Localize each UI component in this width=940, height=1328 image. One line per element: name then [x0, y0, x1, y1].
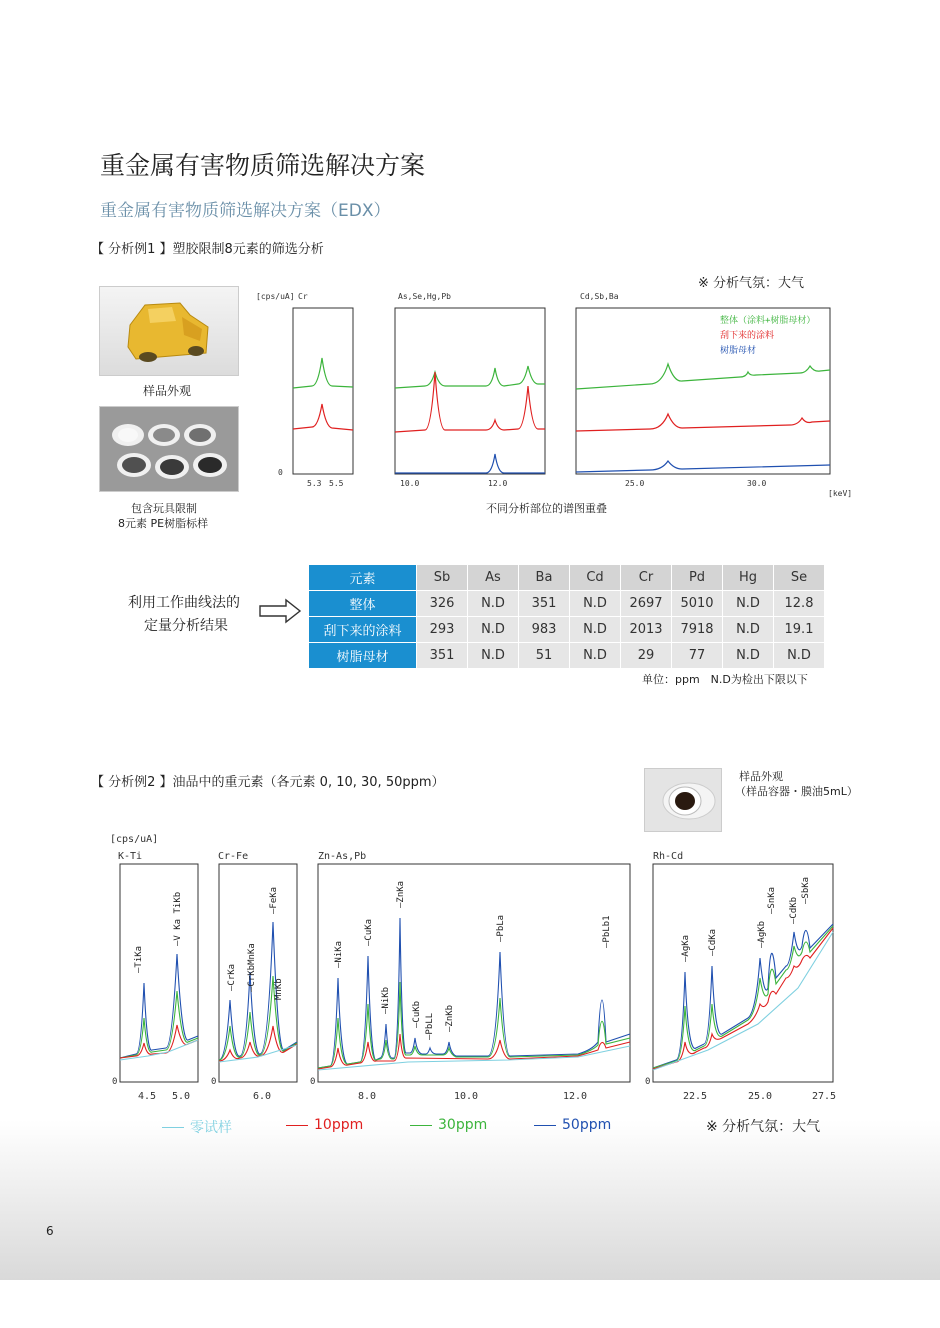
- sample-photo-toy: [99, 286, 239, 376]
- chart1-xtick: 10.0: [400, 479, 420, 488]
- oil-photo-caption-line1: 样品外观: [739, 770, 783, 783]
- chart2-ylabel: [cps/uA]: [110, 834, 159, 845]
- spectrum-chart-2: [108, 828, 848, 1108]
- table-cell: N.D: [468, 643, 518, 668]
- table-header-cell: Cd: [570, 565, 620, 590]
- table-header-cell: Cr: [621, 565, 671, 590]
- photo1-caption: 样品外观: [143, 384, 192, 398]
- chart1-y0-label: 0: [278, 468, 283, 477]
- table-cell: 351: [417, 643, 467, 668]
- oil-photo-caption-line2: （样品容器・膜油5mL）: [735, 785, 858, 798]
- table-cell: N.D: [570, 643, 620, 668]
- peak-label: —ZnKb: [445, 1004, 455, 1032]
- chart1-legend-2: 刮下来的涂料: [720, 331, 775, 341]
- chart2-xtick: 6.0: [253, 1091, 272, 1102]
- table-cell: 2013: [621, 617, 671, 642]
- peak-label: —V Ka TiKb: [173, 891, 183, 946]
- footer-gradient: [0, 1120, 940, 1280]
- peak-label: —NiKb: [381, 986, 391, 1014]
- table-header-cell: Sb: [417, 565, 467, 590]
- table-header-cell: As: [468, 565, 518, 590]
- peak-label: —CuKa: [364, 918, 374, 946]
- example1-atmosphere: ※ 分析气氛：大气: [698, 276, 805, 291]
- quant-text-line1: 利用工作曲线法的: [128, 595, 240, 611]
- chart1-panel3-frame: [576, 308, 830, 474]
- chart1-panel2-label: As,Se,Hg,Pb: [398, 292, 451, 301]
- peak-label: —CdKb: [789, 896, 799, 924]
- table-cell: 77: [672, 643, 722, 668]
- peak-label: —SbKa: [801, 876, 811, 904]
- spectrum-blue-cd: [576, 461, 830, 472]
- table-row-label: 刮下来的涂料: [309, 617, 416, 642]
- table-cell: 326: [417, 591, 467, 616]
- chart2-panel4-label: Rh-Cd: [653, 851, 684, 862]
- peak-label: —FeKa: [269, 886, 279, 914]
- table-cell: 983: [519, 617, 569, 642]
- chart2-panel2-label: Cr-Fe: [218, 851, 249, 862]
- peak-label: —SnKa: [767, 886, 777, 914]
- table-cell: 51: [519, 643, 569, 668]
- legend-swatch: [286, 1125, 308, 1126]
- chart1-panel3-label: Cd,Sb,Ba: [580, 292, 619, 301]
- table-header-row: [309, 565, 824, 590]
- chart1-panel1-frame: [293, 308, 353, 474]
- toy-truck-image: [100, 287, 238, 375]
- oil-50ppm-rhcd: [653, 924, 833, 1068]
- table-cell: N.D: [570, 591, 620, 616]
- chart2-panel1-label: K-Ti: [118, 851, 143, 862]
- spectrum-green-cr: [293, 358, 353, 388]
- spectrum-red-cr: [293, 404, 353, 430]
- table-cell: 7918: [672, 617, 722, 642]
- peak-label: —NiKa: [334, 940, 344, 968]
- legend-30ppm: [410, 1117, 487, 1133]
- spectrum-green-pb: [395, 366, 545, 388]
- peak-label: —CuKb: [412, 1000, 422, 1028]
- table-cell: 351: [519, 591, 569, 616]
- chart2-xtick: 27.5: [812, 1091, 837, 1102]
- table-cell: 29: [621, 643, 671, 668]
- table-row: [309, 643, 824, 668]
- peak-label: —AgKb: [757, 920, 767, 948]
- legend-label: 零试样: [190, 1120, 232, 1136]
- example1-heading: 【 分析例1 】塑胶限制8元素的筛选分析: [91, 242, 324, 257]
- peak-label: —PbLb1: [602, 915, 612, 948]
- arrow-right-icon: [258, 598, 302, 624]
- chart1-panel1-label: Cr: [298, 292, 308, 301]
- spectrum-blue-pb: [395, 454, 545, 473]
- chart2-xtick: 25.0: [748, 1091, 773, 1102]
- oil-10ppm-znpb: [318, 1034, 630, 1069]
- table-cell: N.D: [468, 617, 518, 642]
- photo2-caption-line1: 包含玩具限制: [131, 502, 197, 515]
- chart2-xtick: 4.5: [138, 1091, 157, 1102]
- legend-swatch: [534, 1125, 556, 1126]
- chart1-xtick: 30.0: [747, 479, 767, 488]
- legend-label: 10ppm: [314, 1117, 364, 1133]
- chart2-xtick: 8.0: [358, 1091, 377, 1102]
- peak-label: —TiKa: [134, 945, 144, 973]
- results-table: [308, 564, 825, 669]
- chart1-xtick: 5.5: [329, 479, 344, 488]
- chart1-ylabel: [cps/uA]: [256, 292, 295, 301]
- sample-photo-standards: [99, 406, 239, 492]
- legend-10ppm: [286, 1117, 363, 1133]
- chart1-legend-1: 整体（涂料+树脂母材）: [720, 316, 816, 326]
- table-cell: 5010: [672, 591, 722, 616]
- chart1-panel2-frame: [395, 308, 545, 474]
- peak-label: MnKb: [274, 978, 284, 1000]
- peak-label: —AgKa: [681, 934, 691, 962]
- table-cell: N.D: [723, 591, 773, 616]
- chart2-xtick: 12.0: [563, 1091, 588, 1102]
- table-header-cell: 元素: [309, 565, 416, 590]
- example2-atmosphere: ※ 分析气氛：大气: [706, 1119, 821, 1135]
- page-subtitle: 重金属有害物质筛选解决方案（EDX）: [100, 201, 391, 221]
- peak-label: —ZnKa: [396, 880, 406, 908]
- table-cell: N.D: [468, 591, 518, 616]
- chart2-panel3-label: Zn-As,Pb: [318, 851, 367, 862]
- table-cell: N.D: [723, 617, 773, 642]
- chart1-xtick: 12.0: [488, 479, 508, 488]
- chart2-y0-label: 0: [211, 1077, 217, 1087]
- table-cell: N.D: [723, 643, 773, 668]
- legend-blank: [162, 1117, 232, 1137]
- table-header-cell: Se: [774, 565, 824, 590]
- table-row: [309, 591, 824, 616]
- oil-30ppm-kti: [120, 991, 198, 1058]
- table-cell: 2697: [621, 591, 671, 616]
- peak-label: —CrKa: [227, 963, 237, 991]
- chart1-legend-3: 树脂母材: [720, 346, 757, 356]
- page-number: 6: [46, 1224, 54, 1238]
- peak-label: —CrKbMnKa: [247, 943, 257, 992]
- spectrum-chart-1: [250, 286, 860, 500]
- chart2-y0-label: 0: [112, 1077, 118, 1087]
- spectrum-green-cd: [576, 364, 830, 389]
- table-header-cell: Pd: [672, 565, 722, 590]
- chart1-caption: 不同分析部位的谱图重叠: [486, 502, 607, 515]
- peak-label: —PbLL: [425, 1012, 435, 1040]
- chart1-xlabel: [keV]: [828, 489, 853, 498]
- chart2-xtick: 10.0: [454, 1091, 479, 1102]
- unit-note: 单位：ppm N.D为检出下限以下: [642, 673, 808, 686]
- spectrum-red-cd: [576, 414, 830, 431]
- table-row-label: 整体: [309, 591, 416, 616]
- legend-label: 50ppm: [562, 1117, 612, 1133]
- chart2-xtick: 22.5: [683, 1091, 708, 1102]
- chart1-xtick: 25.0: [625, 479, 645, 488]
- oil-sample-photo: [644, 768, 722, 832]
- table-row: [309, 617, 824, 642]
- chart1-xtick: 5.3: [307, 479, 322, 488]
- photo2-caption-line2: 8元素 PE树脂标样: [118, 517, 209, 530]
- standards-image: [100, 407, 238, 491]
- quant-text-line2: 定量分析结果: [144, 618, 228, 634]
- table-row-label: 树脂母材: [309, 643, 416, 668]
- chart2-y0-label: 0: [645, 1077, 651, 1087]
- legend-swatch: [162, 1127, 184, 1128]
- chart2-xtick: 5.0: [172, 1091, 191, 1102]
- chart2-y0-label: 0: [310, 1077, 316, 1087]
- legend-label: 30ppm: [438, 1117, 488, 1133]
- peak-label: —CdKa: [708, 928, 718, 956]
- table-cell: 12.8: [774, 591, 824, 616]
- peak-label: —PbLa: [496, 914, 506, 942]
- table-cell: 19.1: [774, 617, 824, 642]
- table-header-cell: Ba: [519, 565, 569, 590]
- table-cell: N.D: [774, 643, 824, 668]
- footer-band: [0, 1280, 940, 1328]
- legend-swatch: [410, 1125, 432, 1126]
- example2-heading: 【 分析例2 】油品中的重元素（各元素 0, 10, 30, 50ppm）: [91, 775, 445, 790]
- table-cell: 293: [417, 617, 467, 642]
- table-header-cell: Hg: [723, 565, 773, 590]
- oil-cup-image: [645, 769, 721, 831]
- chart2-panel3-frame: [318, 864, 630, 1082]
- table-cell: N.D: [570, 617, 620, 642]
- page-title: 重金属有害物质筛选解决方案: [100, 151, 426, 180]
- legend-50ppm: [534, 1117, 611, 1133]
